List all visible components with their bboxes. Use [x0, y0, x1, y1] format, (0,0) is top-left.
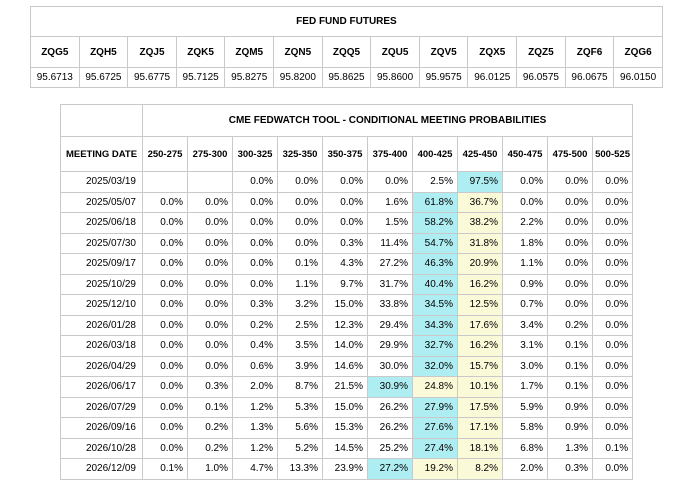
- meeting-date-cell: 2026/04/29: [61, 356, 143, 377]
- rate-range-header: 450-475: [503, 137, 548, 172]
- probability-cell: 31.7%: [368, 274, 413, 295]
- probability-cell: 0.0%: [593, 336, 633, 357]
- rate-range-header: 275-300: [188, 137, 233, 172]
- futures-price-cell: 95.8200: [274, 68, 323, 88]
- probability-cell: 0.2%: [188, 418, 233, 439]
- probability-cell: 0.6%: [233, 356, 278, 377]
- probability-cell: [188, 172, 233, 193]
- meeting-date-cell: 2025/12/10: [61, 295, 143, 316]
- probability-cell: 0.0%: [278, 233, 323, 254]
- futures-code-cell: ZQJ5: [128, 37, 177, 68]
- futures-price-cell: 95.8600: [371, 68, 420, 88]
- probability-cell: 0.0%: [143, 438, 188, 459]
- table-row: [61, 295, 633, 316]
- probability-cell: 14.6%: [323, 356, 368, 377]
- table-row: [61, 459, 633, 480]
- rate-range-header: 350-375: [323, 137, 368, 172]
- probability-cell: 26.2%: [368, 397, 413, 418]
- futures-price-cell: 96.0125: [468, 68, 517, 88]
- probability-cell: 0.4%: [233, 336, 278, 357]
- probability-cell: 27.9%: [413, 397, 458, 418]
- probability-cell: 0.1%: [143, 459, 188, 480]
- table-row: [61, 172, 633, 193]
- probability-cell: 15.0%: [323, 295, 368, 316]
- meeting-date-cell: 2025/05/07: [61, 192, 143, 213]
- probability-cell: 0.2%: [233, 315, 278, 336]
- table-row: [61, 254, 633, 275]
- meeting-date-cell: 2026/03/18: [61, 336, 143, 357]
- probability-cell: 0.3%: [233, 295, 278, 316]
- probability-cell: 15.3%: [323, 418, 368, 439]
- probability-cell: 0.0%: [548, 233, 593, 254]
- probability-cell: 0.0%: [593, 233, 633, 254]
- table-row: [61, 274, 633, 295]
- probability-cell: 0.0%: [188, 356, 233, 377]
- probability-cell: 0.0%: [233, 254, 278, 275]
- probability-cell: 0.0%: [548, 274, 593, 295]
- futures-code-cell: ZQV5: [419, 37, 468, 68]
- probability-cell: 0.0%: [188, 274, 233, 295]
- fedwatch-title: CME FEDWATCH TOOL - CONDITIONAL MEETING PROBABILITIES: [143, 105, 633, 137]
- probability-cell: 26.2%: [368, 418, 413, 439]
- probability-cell: 0.1%: [188, 397, 233, 418]
- probability-cell: 21.5%: [323, 377, 368, 398]
- futures-prices-row: [31, 68, 663, 88]
- table-row: [61, 315, 633, 336]
- probability-cell: 0.9%: [503, 274, 548, 295]
- probability-cell: 1.5%: [368, 213, 413, 234]
- probability-cell: 29.9%: [368, 336, 413, 357]
- probability-cell: 0.0%: [143, 295, 188, 316]
- probability-cell: 5.3%: [278, 397, 323, 418]
- probability-cell: 0.0%: [323, 213, 368, 234]
- probability-cell: 0.1%: [548, 336, 593, 357]
- probability-cell: 1.2%: [233, 397, 278, 418]
- rate-range-header: 475-500: [548, 137, 593, 172]
- probability-cell: 0.0%: [143, 274, 188, 295]
- probability-cell: 0.0%: [548, 172, 593, 193]
- probability-cell: 1.8%: [503, 233, 548, 254]
- probability-cell: 27.2%: [368, 254, 413, 275]
- probability-cell: 0.0%: [548, 213, 593, 234]
- futures-code-cell: ZQK5: [176, 37, 225, 68]
- probability-cell: 1.6%: [368, 192, 413, 213]
- probability-cell: 27.4%: [413, 438, 458, 459]
- meeting-date-cell: 2025/07/30: [61, 233, 143, 254]
- probability-cell: 0.0%: [188, 336, 233, 357]
- probability-cell: 15.0%: [323, 397, 368, 418]
- probability-cell: 20.9%: [458, 254, 503, 275]
- probability-cell: 0.0%: [593, 315, 633, 336]
- probability-cell: 1.3%: [233, 418, 278, 439]
- fedwatch-probabilities-table: [60, 104, 633, 480]
- probability-cell: 2.2%: [503, 213, 548, 234]
- probability-cell: 24.8%: [413, 377, 458, 398]
- probability-cell: 0.0%: [188, 192, 233, 213]
- futures-price-cell: 95.7125: [176, 68, 225, 88]
- probability-cell: 0.1%: [278, 254, 323, 275]
- probability-cell: 0.0%: [368, 172, 413, 193]
- probability-cell: 0.0%: [143, 315, 188, 336]
- probability-cell: 0.0%: [188, 254, 233, 275]
- futures-code-cell: ZQU5: [371, 37, 420, 68]
- probability-cell: 0.3%: [188, 377, 233, 398]
- probability-cell: 27.2%: [368, 459, 413, 480]
- probability-cell: 0.2%: [188, 438, 233, 459]
- probability-cell: 6.8%: [503, 438, 548, 459]
- probability-cell: 3.0%: [503, 356, 548, 377]
- probability-cell: 0.0%: [278, 213, 323, 234]
- probability-cell: 0.2%: [548, 315, 593, 336]
- probability-cell: 11.4%: [368, 233, 413, 254]
- probability-cell: 38.2%: [458, 213, 503, 234]
- probability-cell: 0.0%: [593, 418, 633, 439]
- futures-codes-row: [31, 37, 663, 68]
- probability-cell: 0.0%: [278, 192, 323, 213]
- probability-cell: 9.7%: [323, 274, 368, 295]
- probability-cell: 61.8%: [413, 192, 458, 213]
- probability-cell: 0.0%: [143, 377, 188, 398]
- probability-cell: 5.9%: [503, 397, 548, 418]
- probability-cell: 0.0%: [593, 192, 633, 213]
- meeting-date-cell: 2025/10/29: [61, 274, 143, 295]
- probability-cell: 0.0%: [233, 233, 278, 254]
- probability-cell: 33.8%: [368, 295, 413, 316]
- probability-cell: 0.0%: [593, 377, 633, 398]
- futures-price-cell: 96.0150: [614, 68, 663, 88]
- probability-cell: 32.7%: [413, 336, 458, 357]
- futures-code-cell: ZQN5: [274, 37, 323, 68]
- probability-cell: 0.0%: [278, 172, 323, 193]
- meeting-date-cell: 2026/09/16: [61, 418, 143, 439]
- probability-cell: 0.0%: [548, 295, 593, 316]
- probability-cell: 29.4%: [368, 315, 413, 336]
- probability-cell: 25.2%: [368, 438, 413, 459]
- probability-cell: 27.6%: [413, 418, 458, 439]
- futures-code-cell: ZQX5: [468, 37, 517, 68]
- meeting-date-header: MEETING DATE: [61, 137, 143, 172]
- probability-cell: 0.7%: [503, 295, 548, 316]
- probability-cell: 14.0%: [323, 336, 368, 357]
- futures-price-cell: 95.6725: [79, 68, 128, 88]
- probability-cell: 0.1%: [548, 356, 593, 377]
- futures-price-cell: 96.0675: [565, 68, 614, 88]
- table-row: [61, 397, 633, 418]
- probability-cell: 2.5%: [413, 172, 458, 193]
- probability-cell: 0.0%: [188, 295, 233, 316]
- probability-cell: 4.3%: [323, 254, 368, 275]
- rate-range-header: 325-350: [278, 137, 323, 172]
- probability-cell: 46.3%: [413, 254, 458, 275]
- table-row: [61, 336, 633, 357]
- probability-cell: 0.0%: [143, 356, 188, 377]
- futures-code-cell: ZQZ5: [517, 37, 566, 68]
- table-corner-cell: [61, 105, 143, 137]
- probability-cell: 14.5%: [323, 438, 368, 459]
- meeting-date-cell: 2025/06/18: [61, 213, 143, 234]
- probability-cell: 0.0%: [143, 213, 188, 234]
- probability-cell: 16.2%: [458, 274, 503, 295]
- futures-price-cell: 95.8625: [322, 68, 371, 88]
- probability-cell: 31.8%: [458, 233, 503, 254]
- probability-cell: 0.1%: [593, 438, 633, 459]
- rate-range-header: 425-450: [458, 137, 503, 172]
- probability-cell: 0.0%: [143, 336, 188, 357]
- futures-title: FED FUND FUTURES: [31, 7, 663, 37]
- probability-cell: 1.7%: [503, 377, 548, 398]
- futures-code-cell: ZQG6: [614, 37, 663, 68]
- probability-cell: 0.0%: [503, 192, 548, 213]
- rate-range-header: 500-525: [593, 137, 633, 172]
- probability-cell: 0.0%: [188, 315, 233, 336]
- probability-cell: 5.2%: [278, 438, 323, 459]
- meeting-date-cell: 2026/06/17: [61, 377, 143, 398]
- probability-cell: 12.3%: [323, 315, 368, 336]
- meeting-date-cell: 2025/09/17: [61, 254, 143, 275]
- probability-cell: 2.0%: [233, 377, 278, 398]
- probability-cell: 0.0%: [548, 254, 593, 275]
- rate-range-header: 250-275: [143, 137, 188, 172]
- probability-cell: 0.0%: [593, 295, 633, 316]
- probability-cell: 0.0%: [593, 254, 633, 275]
- table-row: [61, 377, 633, 398]
- probability-cell: 0.0%: [143, 397, 188, 418]
- meeting-date-cell: 2026/07/29: [61, 397, 143, 418]
- probability-cell: 0.3%: [548, 459, 593, 480]
- probability-cell: 0.0%: [143, 418, 188, 439]
- probability-cell: 0.0%: [143, 254, 188, 275]
- probability-cell: 19.2%: [413, 459, 458, 480]
- probability-cell: 54.7%: [413, 233, 458, 254]
- probability-cell: 0.0%: [503, 172, 548, 193]
- probability-cell: 97.5%: [458, 172, 503, 193]
- futures-code-cell: ZQQ5: [322, 37, 371, 68]
- table-row: [61, 438, 633, 459]
- probability-cell: 17.6%: [458, 315, 503, 336]
- rate-range-header: 375-400: [368, 137, 413, 172]
- probability-cell: 0.0%: [593, 172, 633, 193]
- probability-cell: 0.0%: [593, 213, 633, 234]
- probability-cell: 0.0%: [593, 274, 633, 295]
- probability-cell: 0.0%: [188, 233, 233, 254]
- probability-cell: [143, 172, 188, 193]
- probability-cell: 0.0%: [323, 172, 368, 193]
- probability-cell: 8.7%: [278, 377, 323, 398]
- probability-cell: 30.0%: [368, 356, 413, 377]
- futures-code-cell: ZQG5: [31, 37, 80, 68]
- futures-price-cell: 95.8275: [225, 68, 274, 88]
- probability-cell: 1.2%: [233, 438, 278, 459]
- meeting-date-cell: 2026/01/28: [61, 315, 143, 336]
- probability-cell: 0.0%: [593, 397, 633, 418]
- futures-price-cell: 95.9575: [419, 68, 468, 88]
- probability-cell: 0.0%: [593, 356, 633, 377]
- probability-cell: 16.2%: [458, 336, 503, 357]
- probability-cell: 5.8%: [503, 418, 548, 439]
- meeting-date-cell: 2025/03/19: [61, 172, 143, 193]
- probability-cell: 0.0%: [143, 192, 188, 213]
- probability-cell: 2.0%: [503, 459, 548, 480]
- fedwatch-header-row: [61, 137, 633, 172]
- probability-cell: 0.0%: [323, 192, 368, 213]
- probability-cell: 10.1%: [458, 377, 503, 398]
- meeting-date-cell: 2026/12/09: [61, 459, 143, 480]
- probability-cell: 3.9%: [278, 356, 323, 377]
- probability-cell: 0.9%: [548, 418, 593, 439]
- probability-cell: 1.0%: [188, 459, 233, 480]
- meeting-date-cell: 2026/10/28: [61, 438, 143, 459]
- probability-cell: 23.9%: [323, 459, 368, 480]
- probability-cell: 0.0%: [233, 192, 278, 213]
- probability-cell: 0.0%: [233, 172, 278, 193]
- probability-cell: 3.4%: [503, 315, 548, 336]
- probability-cell: 0.9%: [548, 397, 593, 418]
- table-row: [61, 418, 633, 439]
- probability-cell: 0.0%: [548, 192, 593, 213]
- table-row: [61, 192, 633, 213]
- probability-cell: 18.1%: [458, 438, 503, 459]
- probability-cell: 4.7%: [233, 459, 278, 480]
- probability-cell: 0.0%: [593, 459, 633, 480]
- probability-cell: 0.0%: [233, 213, 278, 234]
- probability-cell: 34.5%: [413, 295, 458, 316]
- probability-cell: 0.0%: [188, 213, 233, 234]
- probability-cell: 0.1%: [548, 377, 593, 398]
- probability-cell: 32.0%: [413, 356, 458, 377]
- probability-cell: 8.2%: [458, 459, 503, 480]
- fed-fund-futures-table: [30, 6, 663, 88]
- probability-cell: 17.1%: [458, 418, 503, 439]
- probability-cell: 13.3%: [278, 459, 323, 480]
- rate-range-header: 300-325: [233, 137, 278, 172]
- probability-cell: 1.3%: [548, 438, 593, 459]
- probability-cell: 3.2%: [278, 295, 323, 316]
- futures-price-cell: 95.6775: [128, 68, 177, 88]
- futures-code-cell: ZQM5: [225, 37, 274, 68]
- futures-code-cell: ZQH5: [79, 37, 128, 68]
- futures-price-cell: 96.0575: [517, 68, 566, 88]
- probability-cell: 12.5%: [458, 295, 503, 316]
- probability-cell: 15.7%: [458, 356, 503, 377]
- probability-cell: 40.4%: [413, 274, 458, 295]
- table-row: [61, 356, 633, 377]
- table-row: [61, 213, 633, 234]
- futures-code-cell: ZQF6: [565, 37, 614, 68]
- table-row: [61, 233, 633, 254]
- probability-cell: 34.3%: [413, 315, 458, 336]
- probability-cell: 58.2%: [413, 213, 458, 234]
- probability-cell: 3.5%: [278, 336, 323, 357]
- probability-cell: 1.1%: [503, 254, 548, 275]
- probability-cell: 0.3%: [323, 233, 368, 254]
- probability-cell: 5.6%: [278, 418, 323, 439]
- probability-cell: 17.5%: [458, 397, 503, 418]
- futures-price-cell: 95.6713: [31, 68, 80, 88]
- probability-cell: 30.9%: [368, 377, 413, 398]
- probability-cell: 1.1%: [278, 274, 323, 295]
- probability-cell: 0.0%: [143, 233, 188, 254]
- probability-cell: 2.5%: [278, 315, 323, 336]
- rate-range-header: 400-425: [413, 137, 458, 172]
- probability-cell: 36.7%: [458, 192, 503, 213]
- probability-cell: 3.1%: [503, 336, 548, 357]
- probability-cell: 0.0%: [233, 274, 278, 295]
